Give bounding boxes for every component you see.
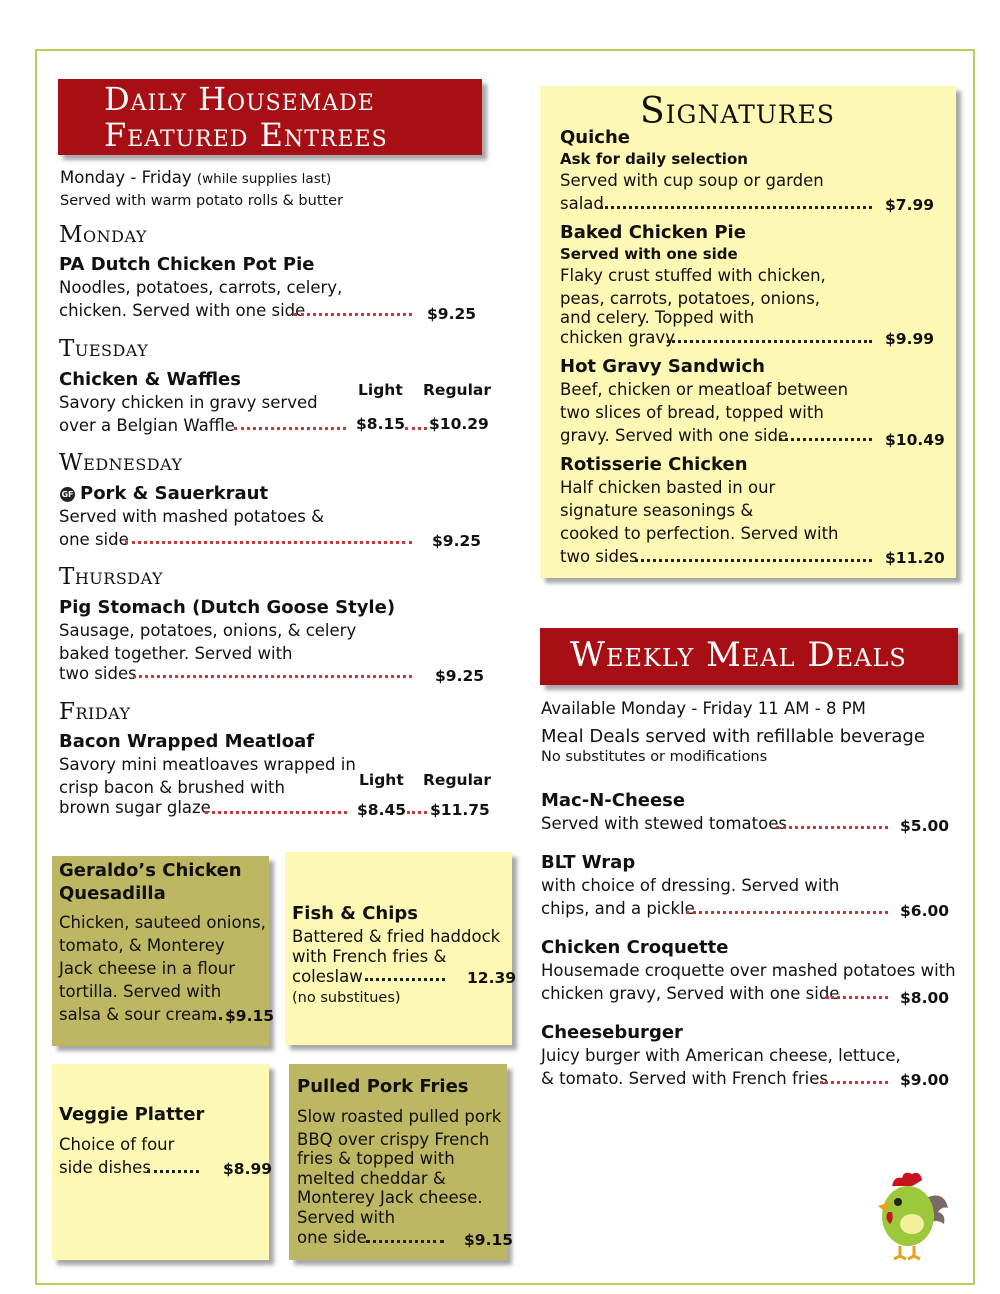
item-price: $9.15 <box>464 1231 514 1249</box>
item-desc: salsa & sour cream <box>59 1005 218 1024</box>
dot-leader <box>600 206 872 209</box>
price-light: $8.45 <box>357 801 407 819</box>
item-desc: Served with cup soup or garden <box>560 171 824 190</box>
dot-leader <box>686 911 888 914</box>
item-name: Baked Chicken Pie <box>560 222 746 243</box>
col-regular: Regular <box>423 381 491 399</box>
item-desc: Battered & fried haddock <box>292 927 501 946</box>
item-price: $7.99 <box>885 196 935 214</box>
item-desc: Monterey Jack cheese. <box>297 1188 483 1207</box>
item-desc: salad <box>560 194 604 213</box>
dot-leader <box>212 1017 222 1020</box>
item-desc: one side <box>59 530 129 549</box>
item-name: BLT Wrap <box>541 852 636 873</box>
dot-leader <box>234 427 346 430</box>
item-desc: chicken gravy <box>560 328 675 347</box>
day-heading-wednesday: Wednesday <box>59 450 183 476</box>
item-desc: Sausage, potatoes, onions, & celery <box>59 621 357 640</box>
item-price: 12.39 <box>467 969 517 987</box>
item-name: Mac-N-Cheese <box>541 790 686 811</box>
schedule-line: Monday - Friday (while supplies last) <box>60 168 332 187</box>
item-name: PA Dutch Chicken Pot Pie <box>59 254 315 275</box>
item-subtitle: Served with one side <box>560 245 738 263</box>
item-desc: chicken gravy, Served with one side <box>541 984 840 1003</box>
item-desc: Juicy burger with American cheese, lettuce, <box>541 1046 901 1065</box>
item-name: Pig Stomach (Dutch Goose Style) <box>59 597 396 618</box>
item-desc: Served with <box>297 1208 396 1227</box>
item-price: $8.99 <box>223 1160 273 1178</box>
item-desc: peas, carrots, potatoes, onions, <box>560 289 821 308</box>
dot-leader <box>147 1170 199 1173</box>
item-desc: tomato, & Monterey <box>59 936 225 955</box>
dot-leader <box>776 826 888 829</box>
item-desc: two slices of bread, topped with <box>560 403 824 422</box>
item-name: Cheeseburger <box>541 1022 683 1043</box>
price-regular: $10.29 <box>429 415 489 433</box>
item-desc: crisp bacon & brushed with <box>59 778 285 797</box>
col-regular: Regular <box>423 771 491 789</box>
item-desc: over a Belgian Waffle <box>59 416 235 435</box>
item-desc: side dishes <box>59 1158 151 1177</box>
item-name: Pork & Sauerkraut <box>80 483 269 504</box>
item-desc: tortilla. Served with <box>59 982 222 1001</box>
item-desc: Beef, chicken or meatloaf between <box>560 380 849 399</box>
dot-leader <box>820 1081 888 1084</box>
dot-leader <box>405 427 427 430</box>
dot-leader <box>635 559 872 562</box>
item-desc: Half chicken basted in our <box>560 478 776 497</box>
dot-leader <box>133 675 412 678</box>
beverage-line: Meal Deals served with refillable beverage <box>541 726 925 747</box>
dot-leader <box>779 438 872 441</box>
item-desc: and celery. Topped with <box>560 308 755 327</box>
item-desc: Chicken, sauteed onions, <box>59 913 266 932</box>
item-desc: with French fries & <box>292 947 447 966</box>
item-desc: chicken. Served with one side <box>59 301 306 320</box>
day-heading-friday: Friday <box>59 699 131 725</box>
banner-line-1: Daily Housemade <box>104 80 375 118</box>
item-price: $9.25 <box>435 667 485 685</box>
item-desc: brown sugar glaze <box>59 798 211 817</box>
item-desc: chips, and a pickle <box>541 899 695 918</box>
item-desc: BBQ over crispy French <box>297 1130 490 1149</box>
item-desc: Savory mini meatloaves wrapped in <box>59 755 356 774</box>
item-name: Hot Gravy Sandwich <box>560 356 765 377</box>
item-name: Veggie Platter <box>59 1104 205 1125</box>
price-light: $8.15 <box>356 415 406 433</box>
item-desc: with choice of dressing. Served with <box>541 876 840 895</box>
item-name: Rotisserie Chicken <box>560 454 748 475</box>
item-desc: two sides <box>560 547 638 566</box>
dot-leader <box>205 811 347 814</box>
item-desc: Choice of four <box>59 1135 175 1154</box>
item-desc: gravy. Served with one side <box>560 426 789 445</box>
featured-entrees-banner <box>58 79 482 155</box>
item-desc: baked together. Served with <box>59 644 293 663</box>
col-light: Light <box>359 771 404 789</box>
item-price: $10.49 <box>885 431 945 449</box>
price-regular: $11.75 <box>430 801 490 819</box>
item-price: $8.00 <box>900 989 950 1007</box>
item-price: $9.99 <box>885 330 935 348</box>
item-desc: Slow roasted pulled pork <box>297 1107 502 1126</box>
dot-leader <box>826 996 888 999</box>
item-desc: Served with mashed potatoes & <box>59 507 324 526</box>
signatures-title: Signatures <box>640 91 836 132</box>
item-desc: fries & topped with <box>297 1149 455 1168</box>
dot-leader <box>125 541 412 544</box>
day-heading-monday: Monday <box>59 222 147 248</box>
item-desc: & tomato. Served with French fries <box>541 1069 828 1088</box>
item-price: $9.00 <box>900 1071 950 1089</box>
rooster-mascot-icon <box>870 1172 954 1262</box>
dot-leader <box>667 340 872 343</box>
item-name: Quesadilla <box>59 883 166 904</box>
item-name: Bacon Wrapped Meatloaf <box>59 731 315 752</box>
item-name: Chicken Croquette <box>541 937 729 958</box>
item-desc: one side <box>297 1228 367 1247</box>
dot-leader <box>407 811 427 814</box>
item-price: $9.25 <box>427 305 477 323</box>
item-desc: Flaky crust stuffed with chicken, <box>560 266 826 285</box>
item-price: $9.15 <box>225 1007 275 1025</box>
item-desc: Housemade croquette over mashed potatoes with <box>541 961 956 980</box>
item-desc: two sides <box>59 664 137 683</box>
dot-leader <box>366 1240 444 1243</box>
item-price: $6.00 <box>900 902 950 920</box>
item-desc: Savory chicken in gravy served <box>59 393 318 412</box>
served-with-line: Served with warm potato rolls & butter <box>60 193 344 209</box>
item-desc: Jack cheese in a flour <box>59 959 236 978</box>
day-heading-tuesday: Tuesday <box>59 336 149 362</box>
weekly-deals-banner <box>540 628 958 685</box>
item-price: $5.00 <box>900 817 950 835</box>
banner-line-2: Featured Entrees <box>104 116 388 154</box>
no-subs-line: No substitutes or modifications <box>541 749 768 765</box>
item-name: Fish & Chips <box>292 903 419 924</box>
item-note: (no substitues) <box>292 990 401 1006</box>
weekly-deals-title: Weekly Meal Deals <box>570 635 907 675</box>
item-subtitle: Ask for daily selection <box>560 150 748 168</box>
dot-leader <box>294 313 412 316</box>
dot-leader <box>365 978 445 981</box>
item-name: Pulled Pork Fries <box>297 1076 469 1097</box>
item-desc: Noodles, potatoes, carrots, celery, <box>59 278 343 297</box>
item-name: Chicken & Waffles <box>59 369 241 390</box>
item-desc: signature seasonings & <box>560 501 754 520</box>
gluten-free-icon: GF <box>60 487 75 502</box>
item-desc: melted cheddar & <box>297 1169 446 1188</box>
item-desc: cooked to perfection. Served with <box>560 524 839 543</box>
item-price: $11.20 <box>885 549 945 567</box>
item-price: $9.25 <box>432 532 482 550</box>
item-desc: Served with stewed tomatoes <box>541 814 787 833</box>
item-desc: coleslaw <box>292 967 363 986</box>
day-heading-thursday: Thursday <box>59 564 164 590</box>
item-name: Quiche <box>560 127 630 148</box>
col-light: Light <box>358 381 403 399</box>
availability-line: Available Monday - Friday 11 AM - 8 PM <box>541 699 866 718</box>
item-name: Geraldo’s Chicken <box>59 860 242 881</box>
